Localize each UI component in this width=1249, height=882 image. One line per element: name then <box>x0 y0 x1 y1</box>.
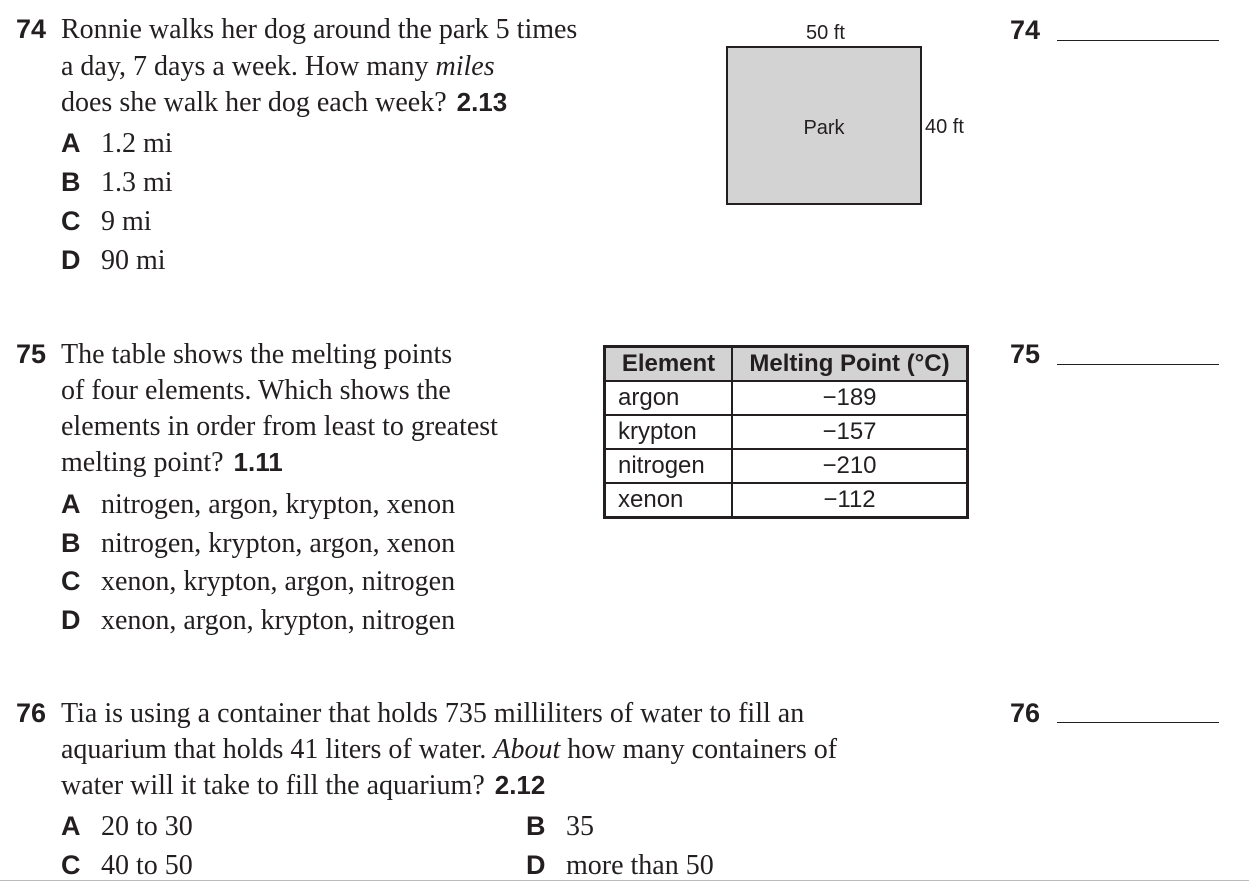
column-header: Melting Point (°C) <box>732 347 968 382</box>
question-text-line: melting point? 1.11 <box>61 447 283 478</box>
answer-choice-b[interactable]: B nitrogen, krypton, argon, xenon <box>61 528 456 559</box>
table-row <box>605 449 968 483</box>
question-number: 75 <box>16 339 47 369</box>
answer-blank[interactable] <box>1057 364 1219 365</box>
answer-choice-a[interactable]: A 1.2 mi <box>61 128 173 159</box>
question-text-line: water will it take to fill the aquarium? 2.12 <box>61 770 546 801</box>
table-row <box>605 483 968 518</box>
answer-blank[interactable] <box>1057 722 1219 723</box>
question-number: 76 <box>16 698 47 728</box>
column-header: Element <box>605 347 733 382</box>
standard-code: 2.12 <box>494 770 546 800</box>
question-text-line: Ronnie walks her dog around the park 5 times <box>61 14 578 45</box>
answer-blank[interactable] <box>1057 40 1219 41</box>
park-width-label: 50 ft <box>806 22 845 44</box>
melting-point-cell: −112 <box>732 483 968 518</box>
melting-point-cell: −157 <box>732 415 968 449</box>
standard-code: 2.13 <box>456 87 508 117</box>
table-row <box>605 415 968 449</box>
question-text-line: a day, 7 days a week. How many miles <box>61 51 495 82</box>
answer-choice-d[interactable]: D more than 50 <box>526 850 714 881</box>
question-text-line: elements in order from least to greatest <box>61 411 498 442</box>
element-cell: argon <box>605 381 733 415</box>
park-label: Park <box>803 117 845 139</box>
melting-point-cell: −210 <box>732 449 968 483</box>
answer-number-label: 74 <box>1010 15 1041 45</box>
answer-choice-c[interactable]: C 40 to 50 <box>61 850 193 881</box>
question-text-line: aquarium that holds 41 liters of water. About how many containers of <box>61 734 838 765</box>
table-header-row <box>605 347 968 382</box>
melting-point-table <box>603 345 969 519</box>
park-rectangle <box>726 46 922 205</box>
question-number: 74 <box>16 14 47 44</box>
page-bottom-rule <box>0 880 1249 881</box>
answer-choice-a[interactable]: A 20 to 30 <box>61 811 193 842</box>
element-cell: krypton <box>605 415 733 449</box>
answer-choice-d[interactable]: D 90 mi <box>61 245 166 276</box>
element-cell: xenon <box>605 483 733 518</box>
emphasis-text: About <box>493 734 561 765</box>
park-height-label: 40 ft <box>925 116 964 138</box>
question-text-line: does she walk her dog each week? 2.13 <box>61 87 508 118</box>
answer-choice-c[interactable]: C xenon, krypton, argon, nitrogen <box>61 566 456 597</box>
melting-point-cell: −189 <box>732 381 968 415</box>
element-cell: nitrogen <box>605 449 733 483</box>
answer-number-label: 76 <box>1010 698 1041 728</box>
emphasis-text: miles <box>435 51 495 82</box>
answer-number-label: 75 <box>1010 339 1041 369</box>
answer-choice-b[interactable]: B 1.3 mi <box>61 167 173 198</box>
question-text-line: Tia is using a container that holds 735 milliliters of water to fill an <box>61 698 805 729</box>
answer-choice-b[interactable]: B 35 <box>526 811 594 842</box>
table-row <box>605 381 968 415</box>
answer-choice-c[interactable]: C 9 mi <box>61 206 152 237</box>
answer-choice-d[interactable]: D xenon, argon, krypton, nitrogen <box>61 605 456 636</box>
answer-choice-a[interactable]: A nitrogen, argon, krypton, xenon <box>61 489 456 520</box>
question-text-line: The table shows the melting points <box>61 339 453 370</box>
standard-code: 1.11 <box>233 447 283 477</box>
question-text-line: of four elements. Which shows the <box>61 375 451 406</box>
